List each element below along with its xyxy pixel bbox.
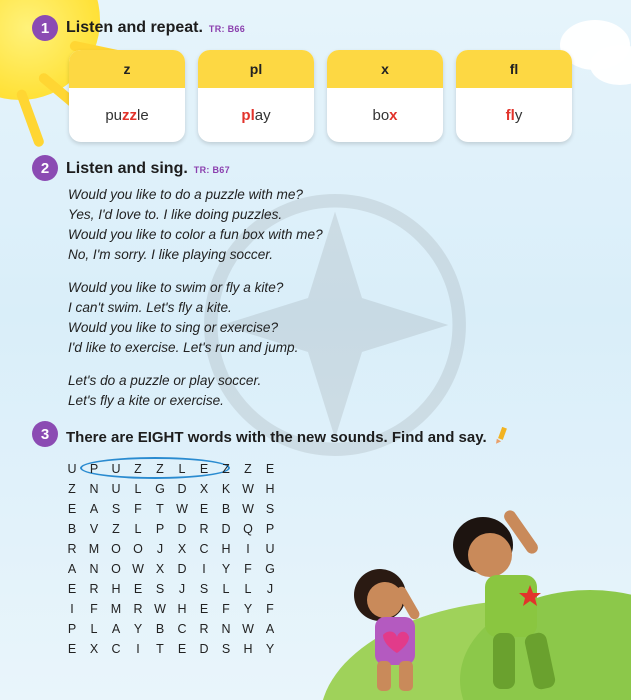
card-sound: z xyxy=(69,50,185,88)
grid-letter[interactable]: V xyxy=(89,522,99,536)
grid-letter[interactable]: T xyxy=(156,502,164,516)
grid-letter[interactable]: X xyxy=(89,642,99,656)
grid-letter[interactable]: R xyxy=(199,622,209,636)
grid-letter[interactable]: O xyxy=(111,542,121,556)
grid-letter[interactable]: C xyxy=(199,542,209,556)
section-2-track: TR: B67 xyxy=(193,165,230,175)
grid-letter[interactable]: A xyxy=(89,502,99,516)
section-3-number: 3 xyxy=(32,421,58,447)
grid-letter[interactable]: E xyxy=(67,582,77,596)
song-verse-2 xyxy=(68,278,298,358)
song-verse-3 xyxy=(68,371,261,411)
word-highlight: x xyxy=(389,106,398,124)
section-3-heading xyxy=(66,427,508,446)
grid-letter[interactable]: E xyxy=(67,642,77,656)
grid-letter[interactable]: U xyxy=(265,542,275,556)
grid-letter[interactable]: D xyxy=(177,522,187,536)
grid-letter[interactable]: A xyxy=(67,562,77,576)
grid-letter[interactable]: U xyxy=(111,462,121,476)
grid-letter[interactable]: N xyxy=(221,622,231,636)
grid-letter[interactable]: W xyxy=(176,502,188,516)
section-1-heading xyxy=(66,19,245,37)
sound-card-pl[interactable] xyxy=(198,50,314,142)
word-highlight: fl xyxy=(505,106,515,124)
grid-letter[interactable]: Z xyxy=(68,482,76,496)
children-exercising-illustration xyxy=(325,485,625,700)
grid-letter[interactable]: I xyxy=(70,602,74,616)
grid-letter[interactable]: A xyxy=(265,622,275,636)
grid-letter[interactable]: Z xyxy=(156,462,164,476)
grid-letter[interactable]: J xyxy=(178,582,186,596)
grid-letter[interactable]: M xyxy=(110,602,122,616)
grid-letter[interactable]: F xyxy=(134,502,142,516)
song-line: No, I'm sorry. I like playing soccer. xyxy=(68,247,274,262)
pencil-icon xyxy=(494,427,508,445)
grid-letter[interactable]: C xyxy=(111,642,121,656)
grid-letter[interactable]: Z xyxy=(134,462,142,476)
sound-card-x[interactable] xyxy=(327,50,443,142)
grid-letter[interactable]: B xyxy=(155,622,165,636)
grid-letter[interactable]: O xyxy=(133,542,143,556)
word-part: pu xyxy=(105,106,122,124)
grid-letter[interactable]: I xyxy=(136,642,140,656)
song-line: Would you like to swim or fly a kite? xyxy=(68,280,284,295)
grid-letter[interactable]: F xyxy=(266,602,274,616)
grid-letter[interactable]: W xyxy=(242,502,254,516)
grid-letter[interactable]: B xyxy=(221,502,231,516)
word-part: bo xyxy=(372,106,390,124)
card-sound: x xyxy=(327,50,443,88)
grid-letter[interactable]: C xyxy=(177,622,187,636)
grid-letter[interactable]: Y xyxy=(133,622,143,636)
grid-letter[interactable]: P xyxy=(265,522,275,536)
sound-card-z[interactable] xyxy=(69,50,185,142)
word-part: le xyxy=(137,106,149,124)
grid-letter[interactable]: S xyxy=(265,502,275,516)
grid-letter[interactable]: I xyxy=(202,562,206,576)
grid-letter[interactable]: L xyxy=(90,622,98,636)
section-3-title: There are EIGHT words with the new sounds. Find and say. xyxy=(66,429,487,446)
grid-letter[interactable]: H xyxy=(243,642,253,656)
word-highlight: zz xyxy=(122,106,137,124)
grid-letter[interactable]: M xyxy=(88,542,100,556)
grid-letter[interactable]: Z xyxy=(244,462,252,476)
grid-letter[interactable]: S xyxy=(199,582,209,596)
grid-letter[interactable]: D xyxy=(199,642,209,656)
grid-letter[interactable]: S xyxy=(111,502,121,516)
card-word xyxy=(456,88,572,142)
grid-letter[interactable]: E xyxy=(199,602,209,616)
grid-letter[interactable]: N xyxy=(89,482,99,496)
grid-letter[interactable]: R xyxy=(199,522,209,536)
grid-letter[interactable]: N xyxy=(89,562,99,576)
sound-card-fl[interactable] xyxy=(456,50,572,142)
song-line: Let's fly a kite or exercise. xyxy=(68,393,224,408)
word-part: y xyxy=(514,106,523,124)
grid-letter[interactable]: R xyxy=(67,542,77,556)
song-line: Would you like to do a puzzle with me? xyxy=(68,187,303,202)
grid-letter[interactable]: E xyxy=(199,502,209,516)
grid-letter[interactable]: Z xyxy=(112,522,120,536)
grid-letter[interactable]: L xyxy=(134,522,142,536)
card-sound: pl xyxy=(198,50,314,88)
grid-letter[interactable]: Z xyxy=(222,462,230,476)
grid-letter[interactable]: E xyxy=(133,582,143,596)
section-1-title: Listen and repeat. xyxy=(66,19,203,36)
grid-letter[interactable]: H xyxy=(111,582,121,596)
card-word xyxy=(198,88,314,142)
section-2-heading xyxy=(66,160,230,178)
card-word xyxy=(69,88,185,142)
grid-letter[interactable]: L xyxy=(134,482,142,496)
grid-letter[interactable]: E xyxy=(67,502,77,516)
grid-letter[interactable]: W xyxy=(154,602,166,616)
grid-letter[interactable]: P xyxy=(67,622,77,636)
grid-letter[interactable]: Y xyxy=(243,602,253,616)
grid-letter[interactable]: X xyxy=(155,562,165,576)
word-highlight: pl xyxy=(241,106,255,124)
grid-letter[interactable]: U xyxy=(67,462,77,476)
song-line: I can't swim. Let's fly a kite. xyxy=(68,300,232,315)
grid-letter[interactable]: P xyxy=(89,462,99,476)
grid-letter[interactable]: D xyxy=(221,522,231,536)
section-2-number: 2 xyxy=(32,155,58,181)
grid-letter[interactable]: F xyxy=(222,602,230,616)
grid-letter[interactable]: X xyxy=(177,542,187,556)
section-2-title: Listen and sing. xyxy=(66,160,188,177)
grid-letter[interactable]: W xyxy=(242,482,254,496)
grid-letter[interactable]: E xyxy=(177,642,187,656)
grid-letter[interactable]: W xyxy=(132,562,144,576)
card-sound: fl xyxy=(456,50,572,88)
section-1-number: 1 xyxy=(32,15,58,41)
grid-letter[interactable]: D xyxy=(177,562,187,576)
grid-letter[interactable]: G xyxy=(155,482,165,496)
grid-letter[interactable]: U xyxy=(111,482,121,496)
grid-letter[interactable]: S xyxy=(221,642,231,656)
grid-letter[interactable]: F xyxy=(90,602,98,616)
grid-letter[interactable]: R xyxy=(89,582,99,596)
grid-letter[interactable]: H xyxy=(177,602,187,616)
word-part: ay xyxy=(254,106,271,124)
section-1-track: TR: B66 xyxy=(208,24,246,34)
grid-letter[interactable]: X xyxy=(199,482,209,496)
grid-letter[interactable]: H xyxy=(265,482,275,496)
grid-letter[interactable]: I xyxy=(246,542,250,556)
song-line: Would you like to sing or exercise? xyxy=(68,320,279,335)
song-line: Yes, I'd love to. I like doing puzzles. xyxy=(68,207,283,222)
grid-letter[interactable]: L xyxy=(244,582,252,596)
grid-letter[interactable]: L xyxy=(222,582,230,596)
grid-letter[interactable]: L xyxy=(178,462,186,476)
grid-letter[interactable]: R xyxy=(133,602,143,616)
grid-letter[interactable]: E xyxy=(199,462,209,476)
song-line: Let's do a puzzle or play soccer. xyxy=(68,373,262,388)
grid-letter[interactable]: K xyxy=(221,482,231,496)
grid-letter[interactable]: O xyxy=(111,562,121,576)
grid-letter[interactable]: F xyxy=(244,562,252,576)
grid-letter[interactable]: Y xyxy=(221,562,231,576)
grid-letter[interactable]: D xyxy=(177,482,187,496)
grid-letter[interactable]: H xyxy=(221,542,231,556)
grid-letter[interactable]: J xyxy=(156,542,164,556)
grid-letter[interactable]: T xyxy=(156,642,164,656)
grid-letter[interactable]: G xyxy=(265,562,275,576)
grid-letter[interactable]: A xyxy=(111,622,121,636)
grid-letter[interactable]: J xyxy=(266,582,274,596)
grid-letter[interactable]: S xyxy=(155,582,165,596)
card-word xyxy=(327,88,443,142)
grid-letter[interactable]: Q xyxy=(243,522,253,536)
grid-letter[interactable]: P xyxy=(155,522,165,536)
song-verse-1 xyxy=(68,185,323,265)
song-line: Would you like to color a fun box with me? xyxy=(68,227,323,242)
grid-letter[interactable]: Y xyxy=(265,642,275,656)
grid-letter[interactable]: B xyxy=(67,522,77,536)
grid-letter[interactable]: W xyxy=(242,622,254,636)
grid-letter[interactable]: E xyxy=(265,462,275,476)
song-line: I'd like to exercise. Let's run and jump. xyxy=(68,340,299,355)
